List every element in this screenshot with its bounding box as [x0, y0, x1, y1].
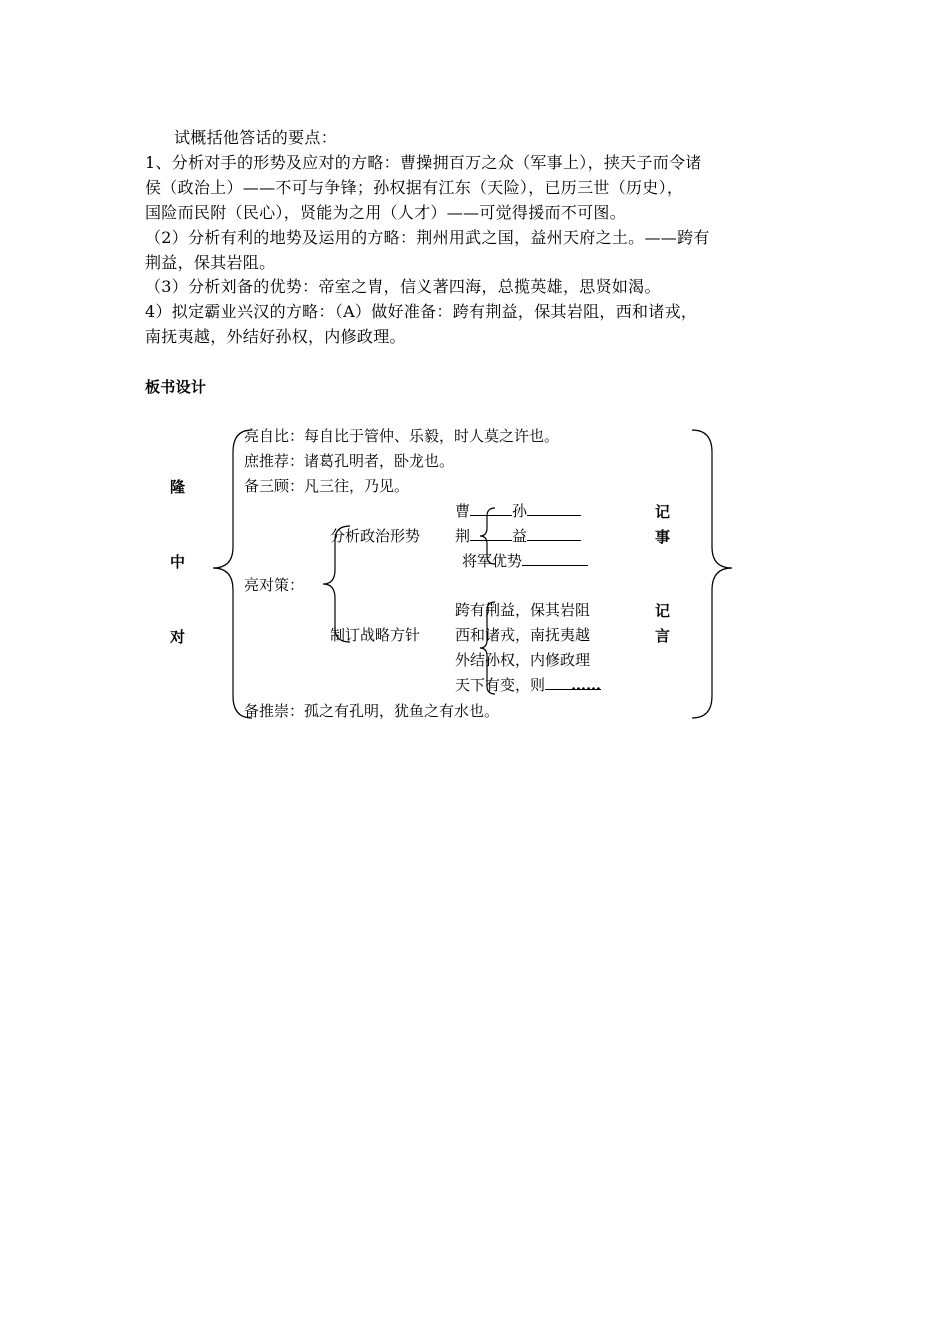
- board-row-5: 备推崇：孤之有孔明，犹鱼之有水也。: [244, 702, 500, 720]
- board-row-3: 备三顾：凡三往，乃见。: [244, 477, 410, 495]
- situation-row-3: [462, 551, 588, 571]
- yi-text: 益: [512, 527, 528, 545]
- strategy-row-2: 西和诸戎，南抚夷越: [455, 626, 591, 644]
- jing-text: 荆: [455, 527, 471, 545]
- title-char-3: 对: [170, 628, 186, 646]
- sun-text: 孙: [512, 502, 528, 520]
- blank-line: [470, 526, 512, 541]
- paragraph-line: 4）拟定霸业兴汉的方略：（A）做好准备：跨有荆益，保其岩阻，西和诸戎，: [145, 302, 698, 321]
- blank-line: [527, 526, 581, 541]
- board-row-4: 亮对策：: [244, 576, 305, 594]
- left-brace: [213, 430, 252, 718]
- label-ji-2: 记: [655, 602, 671, 620]
- board-row-2: 庶推荐：诸葛孔明者，卧龙也。: [244, 452, 455, 470]
- cao-text: 曹: [455, 502, 471, 520]
- label-shi: 事: [655, 528, 671, 546]
- label-yan: 言: [655, 627, 671, 645]
- branch-strategy: 制订战略方针: [330, 626, 421, 644]
- jiang-text: 将军优势: [462, 552, 523, 570]
- title-char-2: 中: [170, 553, 186, 571]
- intro-line: 试概括他答话的要点：: [174, 128, 338, 147]
- paragraph-line: 侯（政治上）——不可与争锋；孙权据有江东（天险），已历三世（历史），: [145, 178, 684, 197]
- paragraph-line: 1、分析对手的形势及应对的方略：曹操拥百万之众（军事上），挟天子而令诸: [145, 153, 702, 172]
- strategy-row-3: 外结孙权，内修政理: [455, 651, 591, 669]
- branch-politics: 分析政治形势: [330, 527, 421, 545]
- paragraph-line: 荆益，保其岩阻。: [145, 253, 276, 272]
- ellipsis: ……: [571, 676, 602, 694]
- blank-line: [527, 501, 581, 516]
- paragraph-line: （3）分析刘备的优势：帝室之胄，信义著四海，总揽英雄，思贤如渴。: [145, 277, 661, 296]
- last-blank: [545, 675, 602, 694]
- blank-line: [470, 501, 512, 516]
- strategy-row-1: 跨有荆益，保其岩阻: [455, 601, 591, 619]
- title-char-1: 隆: [170, 478, 186, 496]
- blank-line: [522, 551, 588, 566]
- board-heading: 板书设计: [145, 378, 207, 396]
- situation-row-1: [455, 501, 581, 521]
- situation-row-2: [455, 526, 581, 546]
- strategy-row-4: [455, 675, 601, 695]
- label-ji-1: 记: [655, 503, 671, 521]
- right-brace: [692, 430, 732, 718]
- last-prefix: 天下有变，则: [455, 676, 546, 694]
- paragraph-line: 南抚夷越，外结好孙权，内修政理。: [145, 327, 406, 346]
- paragraph-line: （2）分析有利的地势及运用的方略：荆州用武之国，益州天府之土。——跨有: [145, 228, 710, 247]
- board-row-1: 亮自比：每自比于管仲、乐毅，时人莫之许也。: [244, 427, 560, 445]
- paragraph-line: 国险而民附（民心），贤能为之用（人才）——可觉得援而不可图。: [145, 203, 627, 222]
